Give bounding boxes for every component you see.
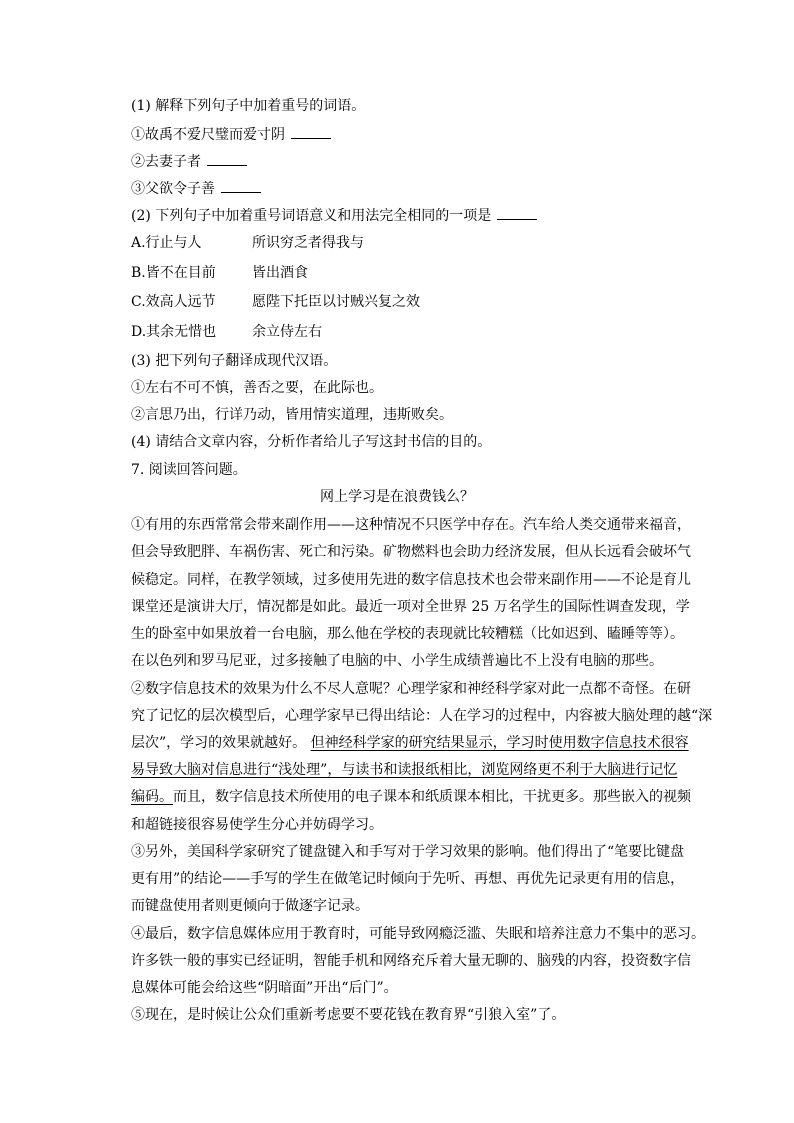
passage-line: ④最后，数字信息媒体应用于教育时，可能导致网瘾泛滥、失眠和培养注意力不集中的恶习。 xyxy=(131,926,705,942)
passage-line: 许多铁一般的事实已经证明，智能手机和网络充斥着大量无聊的、脑残的内容，投资数字信 xyxy=(131,953,691,969)
passage-line: 和超链接很容易使学生分心并妨碍学习。 xyxy=(131,817,383,833)
q6-sub3-item: ①左右不可不慎，善否之要，在此际也。 xyxy=(131,380,383,396)
option-row xyxy=(131,292,420,312)
passage-line: ⑤现在，是时候让公众们重新考虑要不要花钱在教育界“引狼入室”了。 xyxy=(131,1007,566,1023)
underlined-sentence: 易导致大脑对信息进行“浅处理”，与读书和读报纸相比，浏览网络更不利于大脑进行记忆 xyxy=(131,762,678,778)
passage-line: ③另外，美国科学家研究了键盘键入和手写对于学习效果的影响。他们得出了“笔要比键盘 xyxy=(131,844,685,860)
answer-blank xyxy=(221,178,261,193)
item-text: ①故禹不爱尺璧而爱寸阴 xyxy=(131,127,285,143)
q6-sub1-item xyxy=(131,178,261,199)
item-text: ③父欲令子善 xyxy=(131,181,215,197)
prompt-text: (2) 下列句子中加着重号词语意义和用法完全相同的一项是 xyxy=(131,208,492,224)
passage-line xyxy=(131,733,689,753)
item-text: ②去妻子者 xyxy=(131,154,201,170)
option-b-text: 余立侍左右 xyxy=(252,324,322,340)
passage-line: 而键盘使用者则更倾向于做逐字记录。 xyxy=(131,898,369,914)
passage-line xyxy=(131,760,677,780)
passage-line: 生的卧室中如果放着一台电脑，那么他在学校的表现就比较糟糕（比如迟到、瞌睡等等）。 xyxy=(131,626,684,642)
q6-sub4-prompt: (4) 请结合文章内容，分析作者给儿子写这封书信的目的。 xyxy=(131,434,492,450)
passage-line: ②数字信息技术的效果为什么不尽人意呢？心理学家和神经科学家对此一点都不奇怪。在研 xyxy=(131,681,691,697)
passage-line: 候稳定。同样，在教学领域，过多使用先进的数字信息技术也会带来副作用——不论是育儿 xyxy=(131,572,691,588)
passage-line: 在以色列和罗马尼亚，过多接触了电脑的中、小学生成绩普遍比不上没有电脑的那些。 xyxy=(131,653,663,669)
answer-blank xyxy=(291,124,331,139)
passage-line: ①有用的东西常常会带来副作用——这种情况不只医学中存在。汽车给人类交通带来福音， xyxy=(131,517,691,533)
answer-blank xyxy=(207,151,247,166)
option-b-text: 所识穷乏者得我与 xyxy=(252,235,364,251)
q6-sub1-prompt: (1) 解释下列句子中加着重号的词语。 xyxy=(131,98,366,114)
option-a-text: A.行止与人 xyxy=(131,235,202,251)
option-row xyxy=(131,263,308,283)
option-a-text: B.皆不在目前 xyxy=(131,265,216,281)
q6-sub3-item: ②言思乃出，行详乃动，皆用情实道理，违斯败矣。 xyxy=(131,407,453,423)
passage-text: 而且，数字信息技术所使用的电子课本和纸质课本相比，干扰更多。那些嵌入的视频 xyxy=(173,789,691,805)
passage-line: 息媒体可能会给这些“阴暗面”开出“后门”。 xyxy=(131,980,398,996)
option-a-text: D.其余无惜也 xyxy=(131,324,217,340)
passage-line xyxy=(131,787,691,807)
q6-sub3-prompt: (3) 把下列句子翻译成现代汉语。 xyxy=(131,353,338,369)
underlined-sentence: 编码。 xyxy=(131,789,173,805)
passage-line: 但会导致肥胖、车祸伤害、死亡和污染。矿物燃料也会助力经济发展，但从长远看会破坏气 xyxy=(131,544,691,560)
passage-title: 网上学习是在浪费钱么？ xyxy=(320,489,474,505)
option-a-text: C.效高人远节 xyxy=(131,294,216,310)
passage-text: 层次”，学习的效果就越好。 xyxy=(131,735,307,751)
passage-line: 究了记忆的层次模型后，心理学家早已得出结论：人在学习的过程中，内容被大脑处理的越“深 xyxy=(131,708,713,724)
q7-heading: 7. 阅读回答问题。 xyxy=(131,462,247,478)
q6-sub1-item xyxy=(131,151,247,172)
option-b-text: 皆出酒食 xyxy=(252,265,308,281)
option-b-text: 愿陛下托臣以讨贼兴复之效 xyxy=(252,294,420,310)
option-row xyxy=(131,322,322,342)
q6-sub2-prompt xyxy=(131,205,537,226)
underlined-sentence: 但神经科学家的研究结果显示，学习时使用数字信息技术很容 xyxy=(310,735,689,751)
option-row xyxy=(131,233,364,253)
q6-sub1-item xyxy=(131,124,331,145)
passage-line: 课堂还是演讲大厅，情况都是如此。最近一项对全世界 25 万名学生的国际性调查发现，学 xyxy=(131,599,690,615)
answer-blank xyxy=(497,205,537,220)
passage-line: 更有用”的结论——手写的学生在做笔记时倾向于先听、再想、再优先记录更有用的信息， xyxy=(131,871,685,887)
